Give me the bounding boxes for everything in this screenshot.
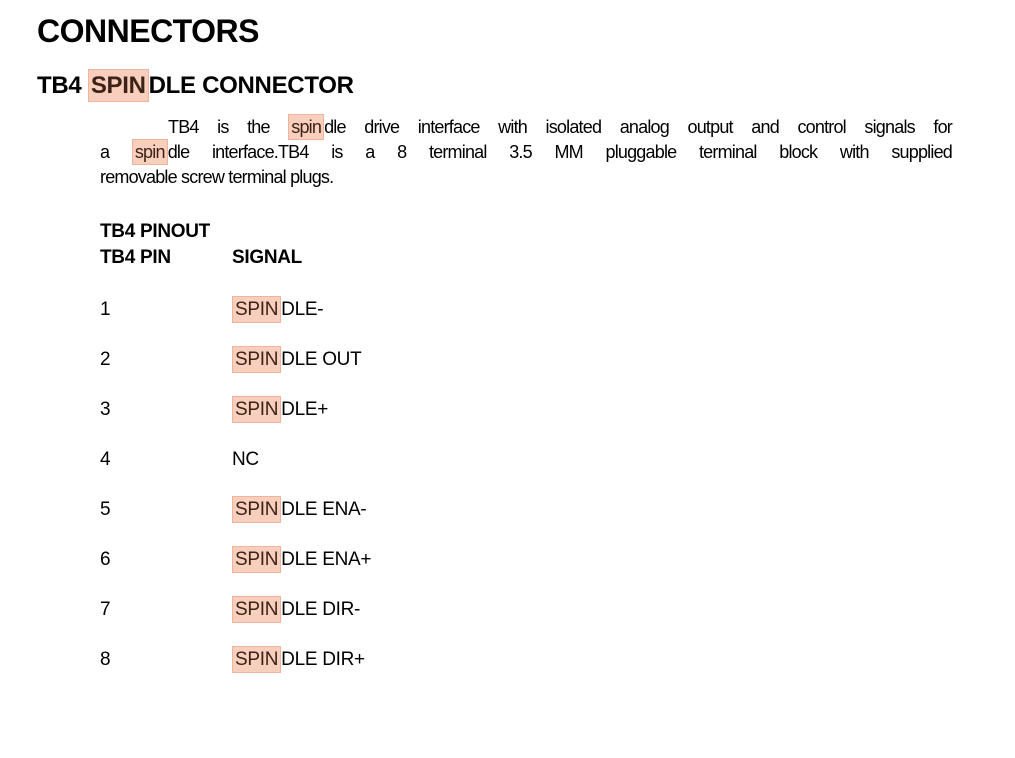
signal-name [232,647,365,672]
signal-name [232,547,371,572]
pin-number: 4 [100,449,111,470]
signal-text: DLE+ [281,399,329,420]
paragraph-line-3: removable screw terminal plugs. [100,167,334,187]
paragraph-line-2 [100,140,952,165]
column-header-signal: SIGNAL [232,247,302,268]
table-row [100,597,1015,622]
paragraph-text: TB4 is the [168,117,289,137]
search-highlight: SPIN [232,396,281,423]
search-highlight: SPIN [232,346,281,373]
signal-name [232,597,360,622]
pinout-header-row [100,245,1015,270]
document-page [0,12,1015,758]
search-highlight: SPIN [88,69,149,102]
pin-number: 7 [100,599,111,620]
search-highlight: SPIN [232,296,281,323]
search-highlight: SPIN [232,596,281,623]
table-row [100,347,1015,372]
signal-name [232,347,361,372]
signal-name [232,297,323,322]
section-title-pre: TB4 [37,72,88,99]
pin-number: 3 [100,399,111,420]
signal-text: DLE OUT [281,349,362,370]
paragraph-text: dle drive interface with isolated analog output and control signals for [324,117,952,137]
table-row [100,297,1015,322]
search-highlight: spin [288,114,324,140]
section-title [37,71,1015,101]
section-title-post: DLE CONNECTOR [148,72,354,99]
search-highlight: spin [132,139,168,165]
signal-name [232,497,366,522]
pinout-table-body [0,297,1015,672]
pin-number: 5 [100,499,111,520]
paragraph-line-1 [100,115,952,140]
table-row [100,397,1015,422]
intro-paragraph [100,115,952,190]
signal-name [232,397,328,422]
pin-number: 2 [100,349,111,370]
table-row [100,447,1015,472]
signal-text: DLE ENA- [281,499,367,520]
signal-text: DLE DIR+ [281,649,365,670]
column-header-pin: TB4 PIN [100,247,171,268]
table-row [100,547,1015,572]
signal-name [232,447,259,472]
search-highlight: SPIN [232,546,281,573]
paragraph-text: a [100,142,132,162]
page-title: CONNECTORS [37,13,259,49]
signal-text: DLE DIR- [281,599,361,620]
pin-number: 8 [100,649,111,670]
paragraph-text: dle interface.TB4 is a 8 terminal 3.5 MM pluggable terminal block with supplied [167,142,952,162]
table-row [100,647,1015,672]
signal-text: NC [232,449,259,470]
pinout-table-title: TB4 PINOUT [100,221,210,242]
signal-text: DLE- [281,299,324,320]
search-highlight: SPIN [232,496,281,523]
pin-number: 6 [100,549,111,570]
search-highlight: SPIN [232,646,281,673]
table-row [100,497,1015,522]
pin-number: 1 [100,299,111,320]
signal-text: DLE ENA+ [281,549,372,570]
